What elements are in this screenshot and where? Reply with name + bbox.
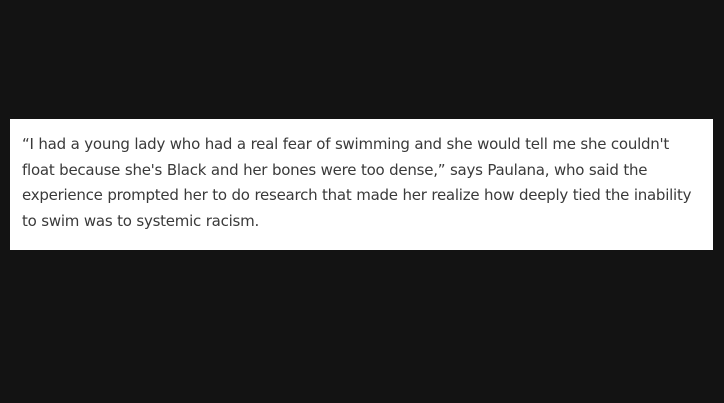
quote-line-3: experience prompted her to do research that made her realize how deeply tied the inability (22, 186, 692, 204)
quote-card (10, 119, 713, 250)
quote-line-1: “I had a young lady who had a real fear of swimming and she would tell me she couldn't (22, 135, 670, 153)
quote-paragraph (22, 132, 703, 234)
quote-line-4: to swim was to systemic racism. (22, 211, 259, 230)
quote-line-2: float because she's Black and her bones were too dense,” says Paulana, who said the (22, 160, 648, 179)
